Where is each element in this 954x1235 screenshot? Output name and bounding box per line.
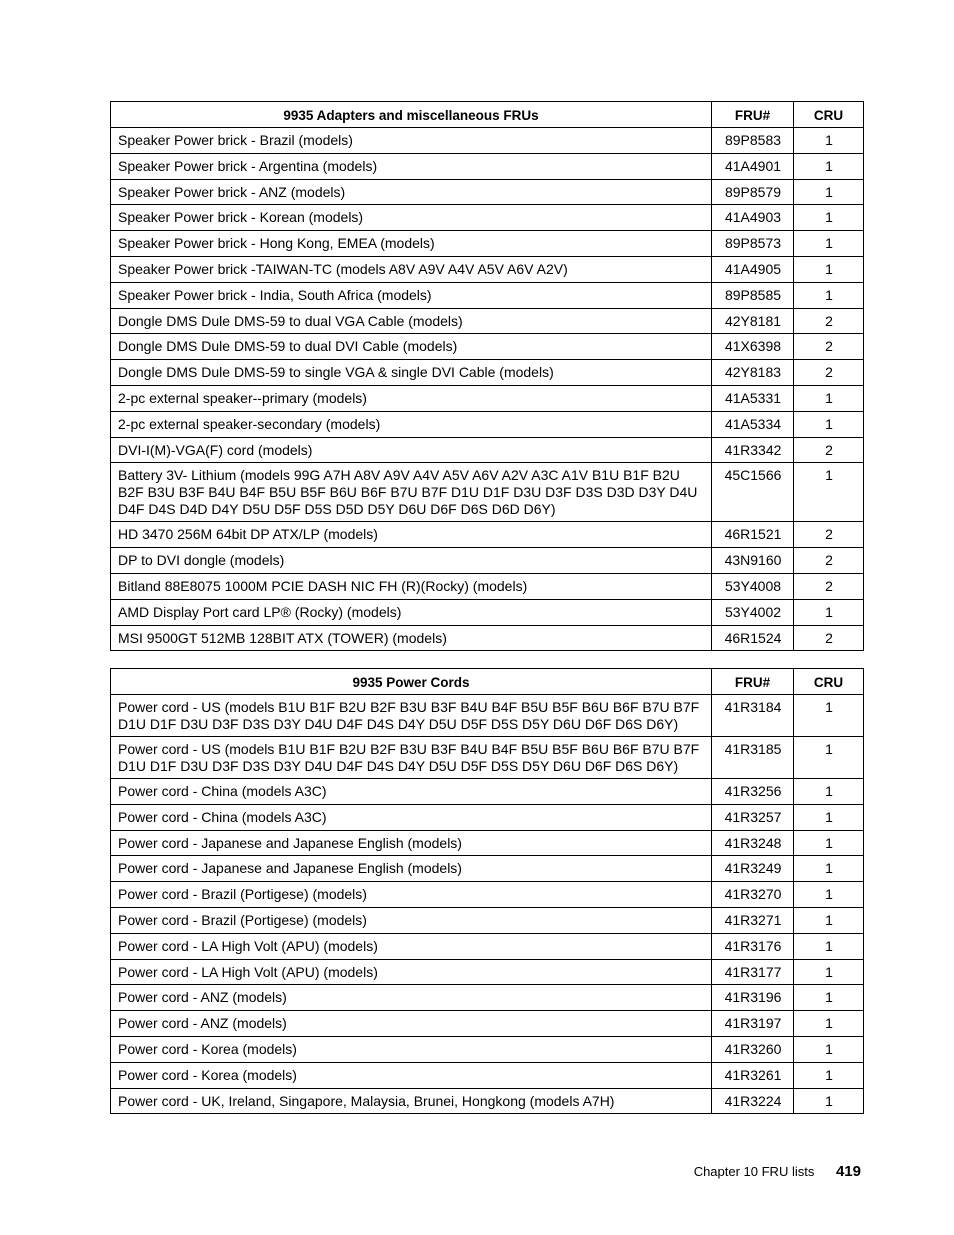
table-row: [111, 985, 864, 1011]
cru-value-cell: 1: [794, 830, 864, 856]
description-cell: Power cord - ANZ (models): [111, 985, 712, 1011]
fru-number-cell: 41R3249: [712, 856, 794, 882]
fru-number-cell: 89P8573: [712, 231, 794, 257]
description-cell: Power cord - Japanese and Japanese English (models): [111, 856, 712, 882]
cru-value-cell: 1: [794, 1011, 864, 1037]
fru-number-cell: 41R3248: [712, 830, 794, 856]
table-row: [111, 360, 864, 386]
table-row: [111, 933, 864, 959]
fru-number-cell: 53Y4002: [712, 599, 794, 625]
table-row: [111, 907, 864, 933]
fru-number-cell: 41R3197: [712, 1011, 794, 1037]
table-row: [111, 779, 864, 805]
fru-number-cell: 41R3256: [712, 779, 794, 805]
cru-value-cell: 1: [794, 933, 864, 959]
fru-number-cell: 41A4905: [712, 256, 794, 282]
fru-number-cell: 41R3176: [712, 933, 794, 959]
description-cell: DVI-I(M)-VGA(F) cord (models): [111, 437, 712, 463]
table-row: [111, 548, 864, 574]
cru-value-cell: 1: [794, 463, 864, 522]
page-number: 419: [835, 1163, 861, 1180]
description-cell: Dongle DMS Dule DMS-59 to dual VGA Cable (models): [111, 308, 712, 334]
description-cell: Speaker Power brick - ANZ (models): [111, 179, 712, 205]
description-cell: Power cord - Korea (models): [111, 1036, 712, 1062]
description-cell: Power cord - Brazil (Portigese) (models): [111, 907, 712, 933]
description-cell: 2-pc external speaker-secondary (models): [111, 411, 712, 437]
description-cell: Power cord - UK, Ireland, Singapore, Malaysia, Brunei, Hongkong (models A7H): [111, 1088, 712, 1114]
cru-value-cell: 1: [794, 153, 864, 179]
fru-number-cell: 41R3342: [712, 437, 794, 463]
cru-value-cell: 2: [794, 548, 864, 574]
description-cell: Power cord - China (models A3C): [111, 779, 712, 805]
fru-number-cell: 41R3270: [712, 882, 794, 908]
fru-number-cell: 43N9160: [712, 548, 794, 574]
description-cell: 2-pc external speaker--primary (models): [111, 385, 712, 411]
cru-column-header: CRU: [794, 102, 864, 128]
cru-value-cell: 1: [794, 1062, 864, 1088]
table-header-row: [111, 102, 864, 128]
description-cell: Battery 3V- Lithium (models 99G A7H A8V A9V A4V A5V A6V A2V A3C A1V B1U B1F B2U B2F B3U B3F B4U B4F B5U B5F B6U B6F B7U B7F D1U D1F D3U D3F D3S D3D D3Y D4U D4F D4S D4D D4Y D5U D5F D5S D5D D5Y D6U D6F D6S D6D D6Y): [111, 463, 712, 522]
cru-value-cell: 1: [794, 985, 864, 1011]
cru-value-cell: 2: [794, 360, 864, 386]
description-cell: Power cord - Japanese and Japanese English (models): [111, 830, 712, 856]
cru-value-cell: 1: [794, 907, 864, 933]
fru-number-cell: 41R3177: [712, 959, 794, 985]
description-cell: Speaker Power brick - Brazil (models): [111, 128, 712, 154]
table-row: [111, 1062, 864, 1088]
description-cell: Speaker Power brick - Argentina (models): [111, 153, 712, 179]
table-row: [111, 573, 864, 599]
table-row: [111, 282, 864, 308]
table-row: [111, 128, 864, 154]
table-row: [111, 205, 864, 231]
fru-number-cell: 41R3261: [712, 1062, 794, 1088]
cru-value-cell: 1: [794, 256, 864, 282]
table-row: [111, 522, 864, 548]
fru-number-cell: 53Y4008: [712, 573, 794, 599]
cru-value-cell: 1: [794, 411, 864, 437]
fru-number-cell: 41R3184: [712, 695, 794, 737]
table-row: [111, 463, 864, 522]
fru-number-cell: 41A4903: [712, 205, 794, 231]
description-cell: Power cord - ANZ (models): [111, 1011, 712, 1037]
table-row: [111, 599, 864, 625]
description-column-header: 9935 Power Cords: [111, 669, 712, 695]
description-cell: Power cord - LA High Volt (APU) (models): [111, 959, 712, 985]
fru-number-cell: 41R3185: [712, 737, 794, 779]
cru-value-cell: 1: [794, 1036, 864, 1062]
table-row: [111, 737, 864, 779]
power-cords-fru-table: [110, 668, 864, 1114]
cru-value-cell: 1: [794, 385, 864, 411]
description-cell: Power cord - US (models B1U B1F B2U B2F B3U B3F B4U B4F B5U B5F B6U B6F B7U B7F D1U D1F D3U D3F D3S D3Y D4U D4F D4S D4Y D5U D5F D5S D5Y D6U D6F D6S D6Y): [111, 737, 712, 779]
description-cell: Power cord - Korea (models): [111, 1062, 712, 1088]
table-row: [111, 411, 864, 437]
description-cell: Power cord - US (models B1U B1F B2U B2F B3U B3F B4U B4F B5U B5F B6U B6F B7U B7F D1U D1F D3U D3F D3S D3Y D4U D4F D4S D4Y D5U D5F D5S D5Y D6U D6F D6S D6Y): [111, 695, 712, 737]
cru-value-cell: 1: [794, 231, 864, 257]
fru-number-cell: 42Y8181: [712, 308, 794, 334]
cru-value-cell: 1: [794, 179, 864, 205]
fru-number-cell: 41R3257: [712, 804, 794, 830]
cru-value-cell: 1: [794, 599, 864, 625]
cru-value-cell: 2: [794, 625, 864, 651]
table-row: [111, 830, 864, 856]
description-cell: Dongle DMS Dule DMS-59 to single VGA & single DVI Cable (models): [111, 360, 712, 386]
fru-column-header: FRU#: [712, 102, 794, 128]
description-cell: Speaker Power brick - India, South Africa (models): [111, 282, 712, 308]
description-cell: AMD Display Port card LP® (Rocky) (models): [111, 599, 712, 625]
fru-number-cell: 46R1521: [712, 522, 794, 548]
fru-number-cell: 89P8583: [712, 128, 794, 154]
description-cell: Speaker Power brick - Hong Kong, EMEA (models): [111, 231, 712, 257]
table-header-row: [111, 669, 864, 695]
fru-number-cell: 46R1524: [712, 625, 794, 651]
description-cell: Bitland 88E8075 1000M PCIE DASH NIC FH (R)(Rocky) (models): [111, 573, 712, 599]
cru-value-cell: 2: [794, 573, 864, 599]
cru-value-cell: 2: [794, 334, 864, 360]
fru-column-header: FRU#: [712, 669, 794, 695]
fru-number-cell: 41R3271: [712, 907, 794, 933]
cru-value-cell: 1: [794, 959, 864, 985]
table-row: [111, 1088, 864, 1114]
table-row: [111, 695, 864, 737]
fru-number-cell: 89P8585: [712, 282, 794, 308]
table-row: [111, 231, 864, 257]
fru-number-cell: 41X6398: [712, 334, 794, 360]
table-row: [111, 882, 864, 908]
table-row: [111, 856, 864, 882]
cru-value-cell: 2: [794, 437, 864, 463]
cru-value-cell: 1: [794, 779, 864, 805]
table-row: [111, 256, 864, 282]
fru-number-cell: 41A5331: [712, 385, 794, 411]
table-row: [111, 334, 864, 360]
table-row: [111, 1036, 864, 1062]
description-column-header: 9935 Adapters and miscellaneous FRUs: [111, 102, 712, 128]
description-cell: Power cord - LA High Volt (APU) (models): [111, 933, 712, 959]
table-row: [111, 385, 864, 411]
cru-value-cell: 1: [794, 282, 864, 308]
description-cell: Speaker Power brick -TAIWAN-TC (models A8V A9V A4V A5V A6V A2V): [111, 256, 712, 282]
adapters-fru-table: [110, 101, 864, 651]
table-row: [111, 153, 864, 179]
table-row: [111, 179, 864, 205]
fru-number-cell: 41R3196: [712, 985, 794, 1011]
table-row: [111, 308, 864, 334]
fru-number-cell: 41R3260: [712, 1036, 794, 1062]
description-cell: MSI 9500GT 512MB 128BIT ATX (TOWER) (models): [111, 625, 712, 651]
description-cell: Power cord - Brazil (Portigese) (models): [111, 882, 712, 908]
cru-value-cell: 2: [794, 522, 864, 548]
fru-number-cell: 41A4901: [712, 153, 794, 179]
description-cell: HD 3470 256M 64bit DP ATX/LP (models): [111, 522, 712, 548]
fru-number-cell: 41A5334: [712, 411, 794, 437]
chapter-label: Chapter 10 FRU lists: [693, 1164, 815, 1179]
table-row: [111, 437, 864, 463]
cru-value-cell: 1: [794, 205, 864, 231]
cru-value-cell: 1: [794, 1088, 864, 1114]
cru-value-cell: 1: [794, 804, 864, 830]
cru-value-cell: 2: [794, 308, 864, 334]
cru-value-cell: 1: [794, 695, 864, 737]
cru-column-header: CRU: [794, 669, 864, 695]
fru-number-cell: 89P8579: [712, 179, 794, 205]
cru-value-cell: 1: [794, 128, 864, 154]
table-row: [111, 1011, 864, 1037]
description-cell: Speaker Power brick - Korean (models): [111, 205, 712, 231]
page-footer: [694, 1163, 861, 1180]
table-row: [111, 625, 864, 651]
description-cell: Power cord - China (models A3C): [111, 804, 712, 830]
description-cell: Dongle DMS Dule DMS-59 to dual DVI Cable (models): [111, 334, 712, 360]
fru-number-cell: 42Y8183: [712, 360, 794, 386]
fru-number-cell: 45C1566: [712, 463, 794, 522]
description-cell: DP to DVI dongle (models): [111, 548, 712, 574]
cru-value-cell: 1: [794, 856, 864, 882]
table-row: [111, 959, 864, 985]
table-row: [111, 804, 864, 830]
fru-number-cell: 41R3224: [712, 1088, 794, 1114]
cru-value-cell: 1: [794, 737, 864, 779]
cru-value-cell: 1: [794, 882, 864, 908]
